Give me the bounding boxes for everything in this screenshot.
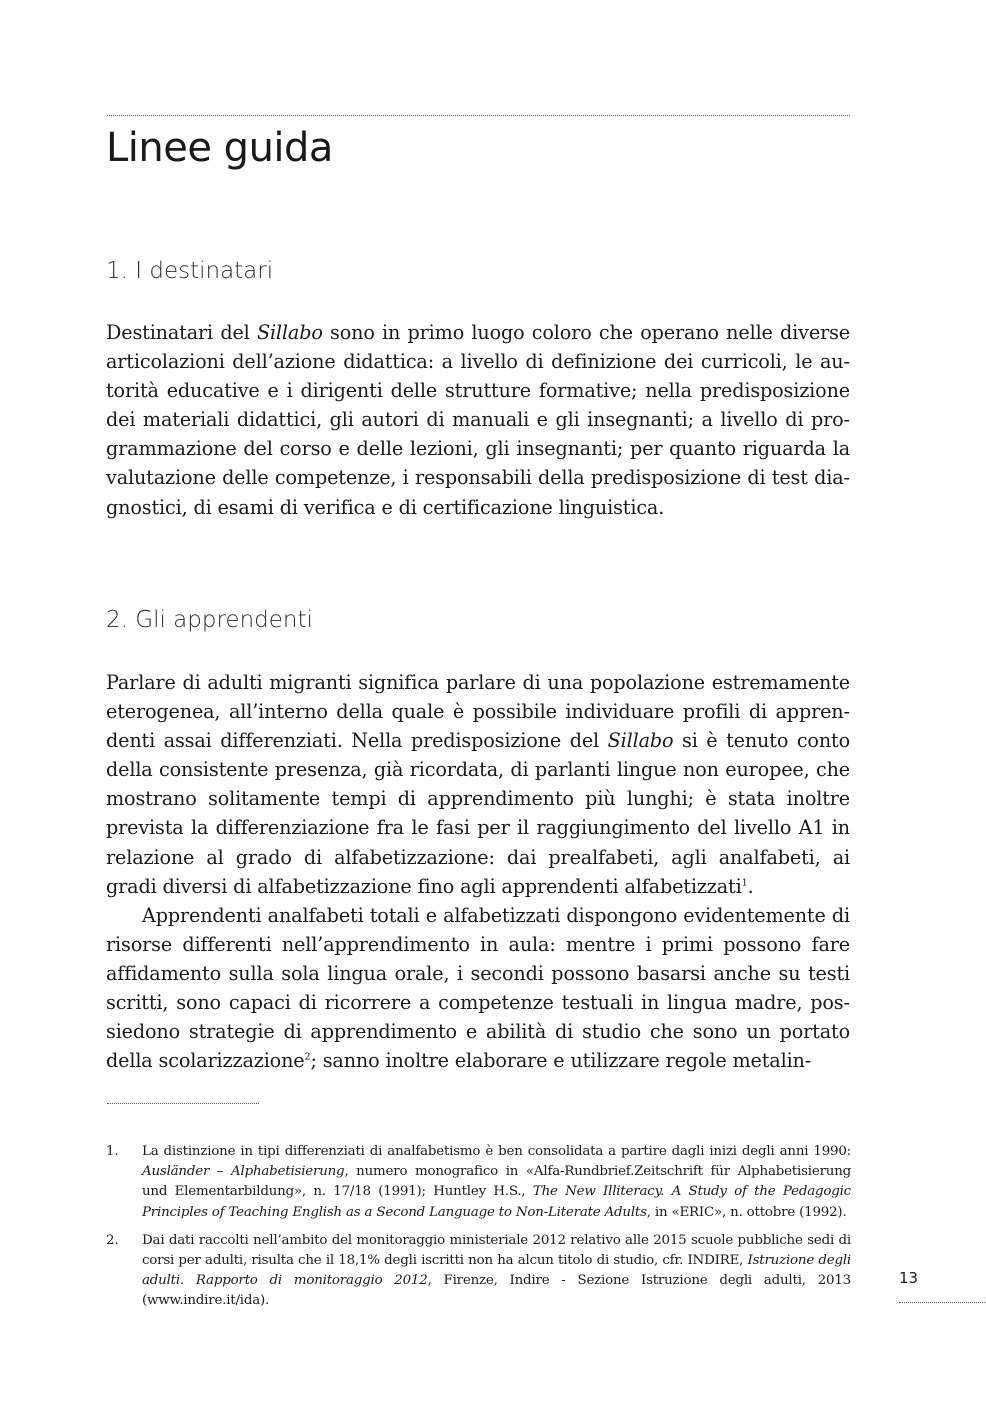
page-number-rule: [899, 1302, 985, 1303]
footnote-number: 2.: [106, 1232, 119, 1248]
footnote-number: 1.: [106, 1144, 119, 1159]
section-heading-destinatari: 1. I destinatari: [106, 258, 274, 284]
page-number: 13: [899, 1269, 919, 1287]
page-title: Linee guida: [106, 125, 333, 171]
footnote-separator: [107, 1103, 259, 1104]
footnote-ref-2[interactable]: 2: [304, 1052, 311, 1064]
footnote-1: 1. La distinzione in tipi differenziati di analfabetismo è ben consolidata a partire dagli inizi degli anni 1990: Ausländer – Alphabetisierung, numero monografico in «Alfa-Rundbrief.Zeitschrift für Alphabetisierung und Elementarbildung», n. 17/18 (1991); Huntley H.S., The New Illiteracy. A Study of the Pedagogic Principles of Teaching English as a Second Language to Non-Literate Adults, in «ERIC», n. ottobre (1992).: [106, 1144, 852, 1220]
top-dotted-rule: [107, 115, 850, 116]
section-heading-apprendenti: 2. Gli apprendenti: [106, 607, 313, 633]
paragraph-destinatari: Destinatari del Sillabo sono in primo luogo coloro che operano nelle diverse articolazioni dell’azione didattica: a livello di definizione dei curricoli, le autorità educative e i dirigenti delle strutture formative; nella predisposizione dei materiali didattici, gli autori di manuali e gli insegnanti; a livello di programmazione del corso e delle lezioni, gli insegnanti; per quanto riguarda la valutazione delle competenze, i responsabili della predisposizione di test diagnostici, di esami di verifica e di certificazione linguistica.: [106, 321, 850, 519]
footnote-ref-1[interactable]: 1: [741, 877, 748, 889]
paragraph-apprendenti-1: Parlare di adulti migranti significa parlare di una popolazione estremamente eterogenea, all’interno della quale è possibile individuare profili di apprendenti assai differenziati. Nella predisposizione del Sillabo si è tenuto conto della consistente presenza, già ricordata, di parlanti lingue non europee, che mostrano solitamente tempi di apprendimento più lunghi; è stata inoltre prevista la differenziazione fra le fasi per il raggiungimento del livello A1 in relazione al grado di alfabetizzazione: dai prealfabeti, agli analfabeti, ai gradi diversi di alfabetizzazione fino agli apprendenti alfabetizzati$^1$.: [106, 671, 850, 898]
paragraph-apprendenti-2: Apprendenti analfabeti totali e alfabetizzati dispongono evidentemente di risorse differenti nell’apprendimento in aula: mentre i primi possono fare affidamento sulla sola lingua orale, i secondi possono basarsi anche su testi scritti, sono capaci di ricorrere a competenze testuali in lingua madre, possiedono strategie di apprendimento e abilità di studio che sono un portato della scolarizzazione$^2$; sanno inoltre elaborare e utilizzare regole metalin-: [106, 904, 850, 1073]
footnotes: [106, 1142, 851, 1320]
footnote-2: 2. Dai dati raccolti nell’ambito del monitoraggio ministeriale 2012 relativo alle 2015 scuole pubbliche sedi di corsi per adulti, risulta che il 18,1% degli iscritti non ha alcun titolo di studio, cfr. INDIRE, Istruzione degli adulti. Rapporto di monitoraggio 2012, Firenze, Indire - Sezione Istruzione degli adulti, 2013 (www.indire.it/ida).: [106, 1232, 851, 1309]
